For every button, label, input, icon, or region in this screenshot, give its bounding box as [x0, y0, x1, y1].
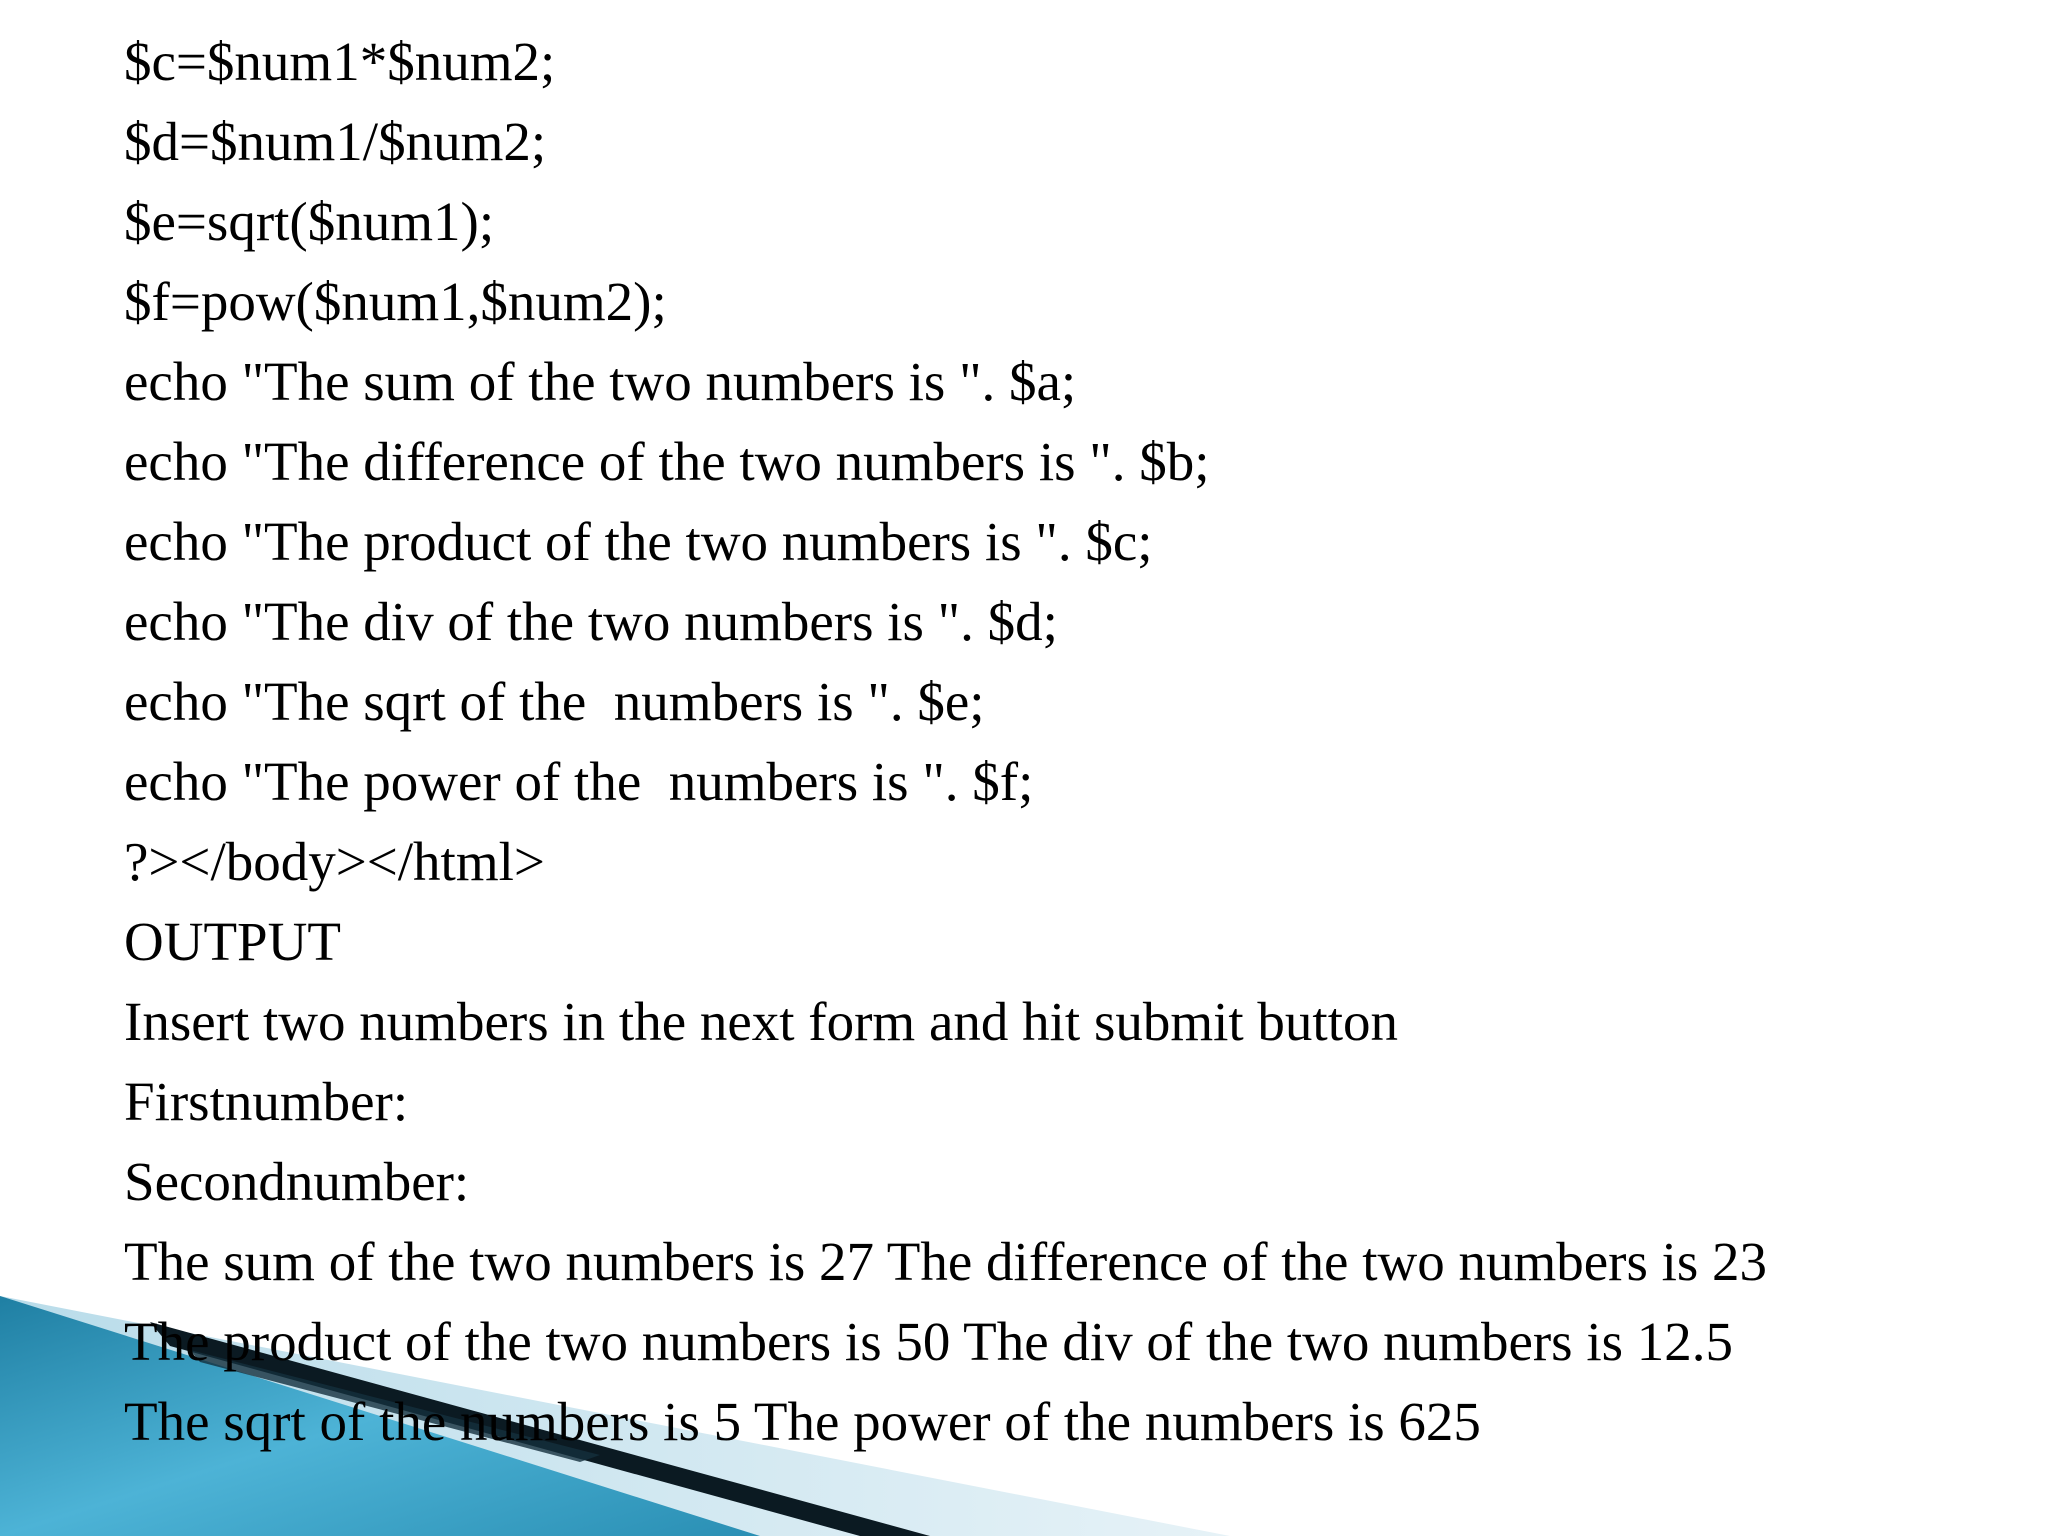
code-line-e: $e=sqrt($num1); [124, 191, 495, 252]
code-line-echo-power: echo "The power of the numbers is ". $f; [124, 751, 1034, 812]
code-line-echo-div: echo "The div of the two numbers is ". $d; [124, 591, 1058, 652]
output-first-number-label: Firstnumber: [124, 1071, 409, 1132]
code-line-echo-difference: echo "The difference of the two numbers is ". $b; [124, 431, 1210, 492]
output-result-line-1: The sum of the two numbers is 27 The difference of the two numbers is 23 [124, 1231, 1768, 1292]
code-line-echo-sum: echo "The sum of the two numbers is ". $a; [124, 351, 1077, 412]
output-result-line-3: The sqrt of the numbers is 5 The power of the numbers is 625 [124, 1391, 1481, 1452]
code-line-c: $c=$num1*$num2; [124, 31, 556, 92]
slide-text-block [124, 22, 1767, 1462]
output-result-line-2: The product of the two numbers is 50 The div of the two numbers is 12.5 [124, 1311, 1734, 1372]
code-line-closing-tags: ?></body></html> [124, 831, 545, 892]
code-line-f: $f=pow($num1,$num2); [124, 271, 667, 332]
code-line-echo-product: echo "The product of the two numbers is ". $c; [124, 511, 1153, 572]
output-heading: OUTPUT [124, 911, 341, 972]
output-instruction: Insert two numbers in the next form and hit submit button [124, 991, 1398, 1052]
code-line-echo-sqrt: echo "The sqrt of the numbers is ". $e; [124, 671, 985, 732]
code-line-d: $d=$num1/$num2; [124, 111, 547, 172]
output-second-number-label: Secondnumber: [124, 1151, 470, 1212]
